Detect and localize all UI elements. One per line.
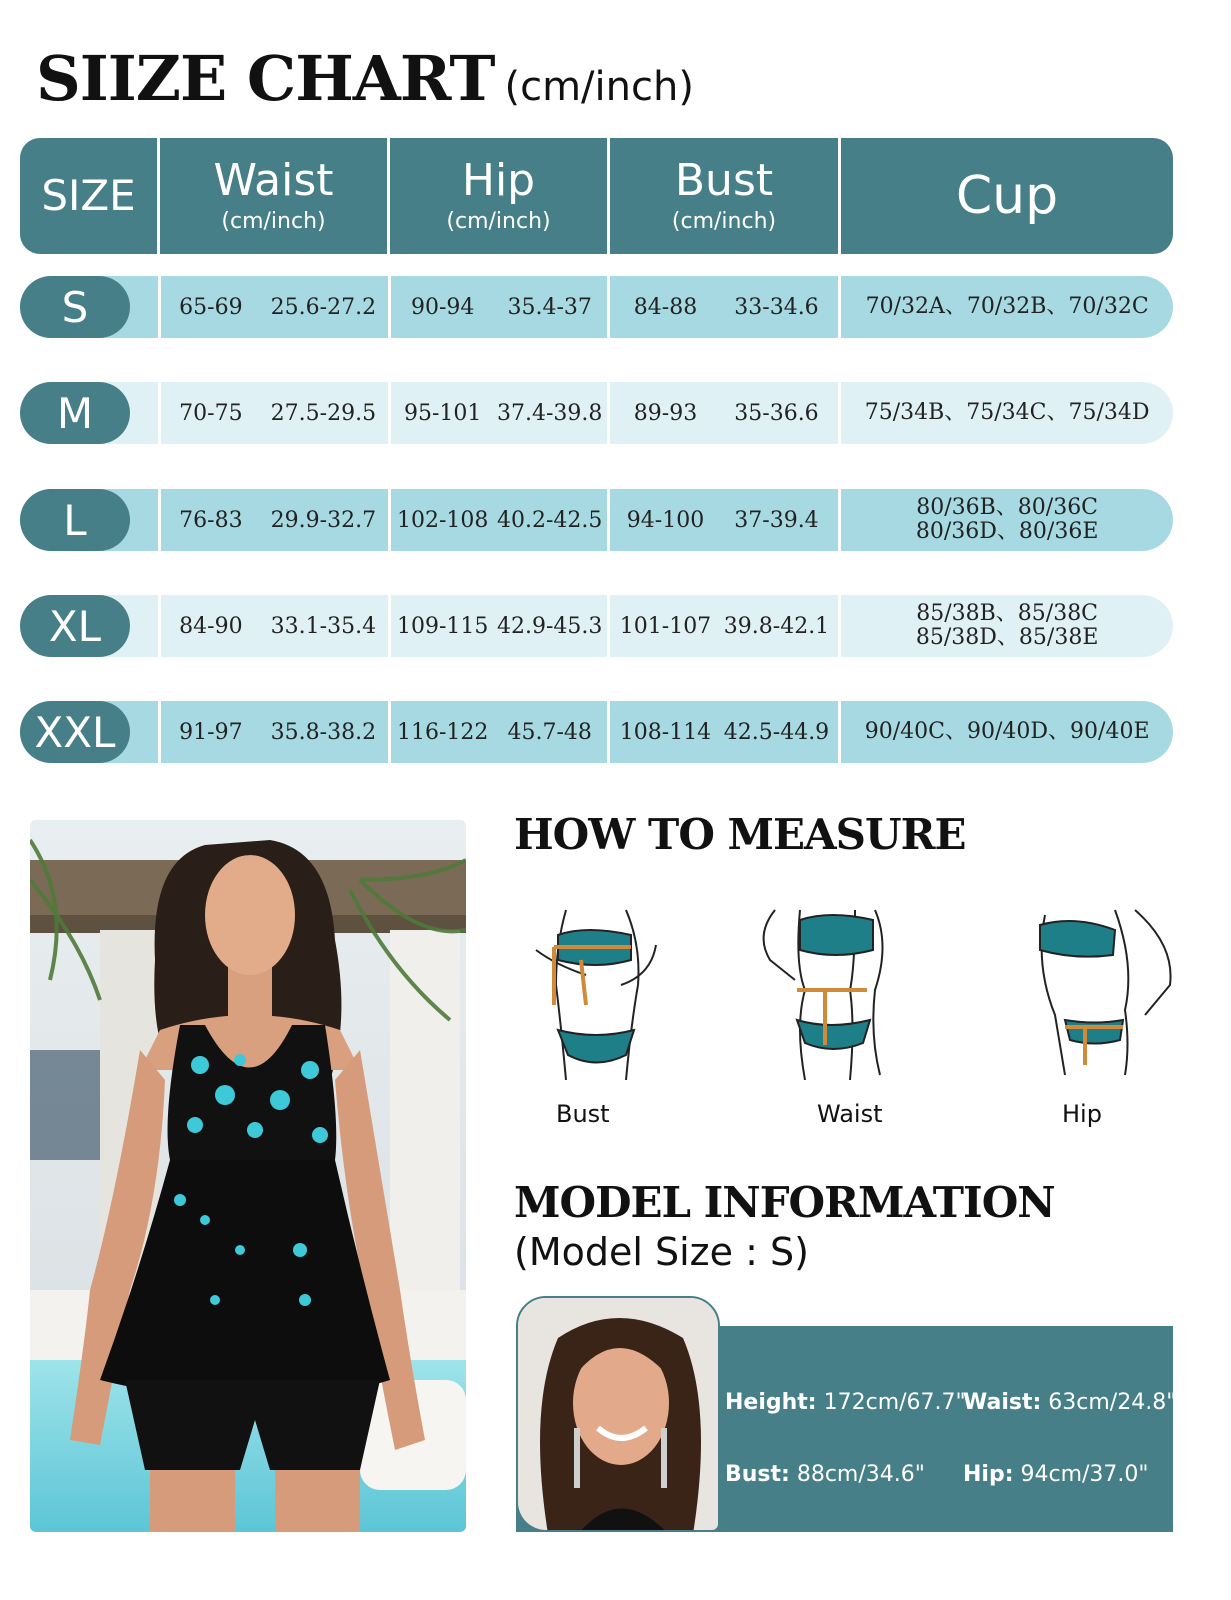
hip-inch: 35.4-37 bbox=[507, 294, 592, 320]
waist-cell bbox=[158, 382, 388, 444]
header-hip-unit: (cm/inch) bbox=[446, 208, 551, 234]
waist-cm: 70-75 bbox=[179, 400, 243, 426]
cup-line-1: 80/36B、80/36C bbox=[916, 494, 1099, 520]
cup-line-2: 80/36D、80/36E bbox=[915, 519, 1099, 544]
hip-cell bbox=[388, 701, 608, 763]
size-badge: XL bbox=[20, 595, 130, 657]
cup-cell bbox=[838, 276, 1173, 338]
size-chart-title bbox=[36, 42, 694, 115]
bust-cell bbox=[607, 489, 838, 551]
bust-inch: 33-34.6 bbox=[734, 294, 819, 320]
size-badge: S bbox=[20, 276, 130, 338]
waist-info-value: 63cm/24.8" bbox=[1048, 1390, 1177, 1415]
bust-inch: 39.8-42.1 bbox=[723, 613, 830, 639]
header-waist-unit: (cm/inch) bbox=[221, 208, 326, 234]
waist-measure-figure-icon bbox=[755, 905, 895, 1084]
product-photo bbox=[30, 820, 466, 1532]
table-header bbox=[20, 138, 1173, 254]
waist-inch: 25.6-27.2 bbox=[270, 294, 377, 320]
hip-label: Hip bbox=[1062, 1100, 1102, 1128]
cup-line-1: 90/40C、90/40D、90/40E bbox=[864, 718, 1150, 744]
header-size bbox=[20, 138, 157, 254]
bust-cell bbox=[607, 595, 838, 657]
header-hip bbox=[387, 138, 607, 254]
table-row bbox=[20, 595, 1173, 657]
hip-info bbox=[963, 1462, 1149, 1487]
model-avatar bbox=[516, 1296, 720, 1532]
waist-label: Waist bbox=[817, 1100, 883, 1128]
bust-cm: 89-93 bbox=[633, 400, 698, 426]
waist-cell bbox=[158, 489, 388, 551]
table-row bbox=[20, 276, 1173, 338]
bust-cm: 84-88 bbox=[633, 294, 698, 320]
height-value: 172cm/67.7" bbox=[823, 1390, 966, 1415]
model-size-subtitle: (Model Size : S) bbox=[514, 1230, 809, 1274]
header-bust bbox=[607, 138, 838, 254]
header-size-label: SIZE bbox=[41, 170, 136, 220]
hip-info-label: Hip: bbox=[963, 1462, 1014, 1487]
waist-cm: 65-69 bbox=[179, 294, 243, 320]
header-waist-label: Waist bbox=[213, 155, 334, 207]
waist-cell bbox=[158, 701, 388, 763]
bust-info bbox=[725, 1462, 925, 1487]
hip-cell bbox=[388, 489, 608, 551]
waist-inch: 29.9-32.7 bbox=[270, 507, 377, 533]
cup-cell bbox=[838, 489, 1173, 551]
hip-measure-figure-icon bbox=[1035, 905, 1175, 1084]
waist-cm: 91-97 bbox=[179, 719, 243, 745]
waist-cm: 76-83 bbox=[179, 507, 243, 533]
hip-inch: 45.7-48 bbox=[507, 719, 592, 745]
cup-line-1: 85/38B、85/38C bbox=[916, 600, 1099, 626]
hip-cell bbox=[388, 382, 608, 444]
bust-info-value: 88cm/34.6" bbox=[796, 1462, 925, 1487]
bust-label: Bust bbox=[556, 1100, 610, 1128]
hip-cm: 95-101 bbox=[403, 400, 482, 426]
waist-cm: 84-90 bbox=[179, 613, 243, 639]
bust-inch: 35-36.6 bbox=[734, 400, 819, 426]
hip-cell bbox=[388, 595, 608, 657]
waist-info bbox=[963, 1390, 1176, 1415]
size-badge: XXL bbox=[20, 701, 130, 763]
table-row bbox=[20, 382, 1173, 444]
table-row bbox=[20, 489, 1173, 551]
hip-cm: 102-108 bbox=[396, 507, 489, 533]
hip-cm: 109-115 bbox=[396, 613, 489, 639]
title-unit: (cm/inch) bbox=[504, 64, 694, 110]
bust-inch: 37-39.4 bbox=[734, 507, 819, 533]
hip-inch: 40.2-42.5 bbox=[496, 507, 603, 533]
cup-line-1: 70/32A、70/32B、70/32C bbox=[865, 293, 1149, 319]
bust-cell bbox=[607, 276, 838, 338]
header-cup bbox=[838, 138, 1173, 254]
bust-info-label: Bust: bbox=[725, 1462, 790, 1487]
header-cup-label: Cup bbox=[955, 165, 1059, 226]
bust-cm: 94-100 bbox=[626, 507, 705, 533]
size-badge: L bbox=[20, 489, 130, 551]
bust-cell bbox=[607, 382, 838, 444]
cup-line-2: 85/38D、85/38E bbox=[915, 625, 1099, 650]
hip-info-value: 94cm/37.0" bbox=[1020, 1462, 1149, 1487]
model-information-title: MODEL INFORMATION bbox=[514, 1178, 1055, 1227]
title-main: SIIZE CHART bbox=[36, 42, 495, 115]
bust-cell bbox=[607, 701, 838, 763]
waist-cell bbox=[158, 595, 388, 657]
hip-inch: 37.4-39.8 bbox=[496, 400, 603, 426]
header-hip-label: Hip bbox=[461, 155, 536, 207]
header-waist bbox=[157, 138, 387, 254]
waist-inch: 35.8-38.2 bbox=[270, 719, 377, 745]
header-bust-label: Bust bbox=[674, 155, 774, 207]
size-badge: M bbox=[20, 382, 130, 444]
hip-cm: 90-94 bbox=[410, 294, 475, 320]
cup-cell bbox=[838, 382, 1173, 444]
cup-cell bbox=[838, 595, 1173, 657]
bust-measure-figure-icon bbox=[526, 905, 666, 1084]
hip-cm: 116-122 bbox=[396, 719, 489, 745]
hip-inch: 42.9-45.3 bbox=[496, 613, 603, 639]
cup-cell bbox=[838, 701, 1173, 763]
bust-inch: 42.5-44.9 bbox=[723, 719, 830, 745]
waist-inch: 33.1-35.4 bbox=[270, 613, 377, 639]
bust-cm: 101-107 bbox=[619, 613, 712, 639]
cup-line-1: 75/34B、75/34C、75/34D bbox=[864, 399, 1150, 425]
header-bust-unit: (cm/inch) bbox=[671, 208, 777, 234]
table-row bbox=[20, 701, 1173, 763]
height-label: Height: bbox=[725, 1390, 817, 1415]
how-to-measure-title: HOW TO MEASURE bbox=[514, 810, 966, 859]
waist-info-label: Waist: bbox=[963, 1390, 1042, 1415]
hip-cell bbox=[388, 276, 608, 338]
waist-inch: 27.5-29.5 bbox=[270, 400, 377, 426]
bust-cm: 108-114 bbox=[619, 719, 712, 745]
waist-cell bbox=[158, 276, 388, 338]
height-info bbox=[725, 1390, 966, 1415]
